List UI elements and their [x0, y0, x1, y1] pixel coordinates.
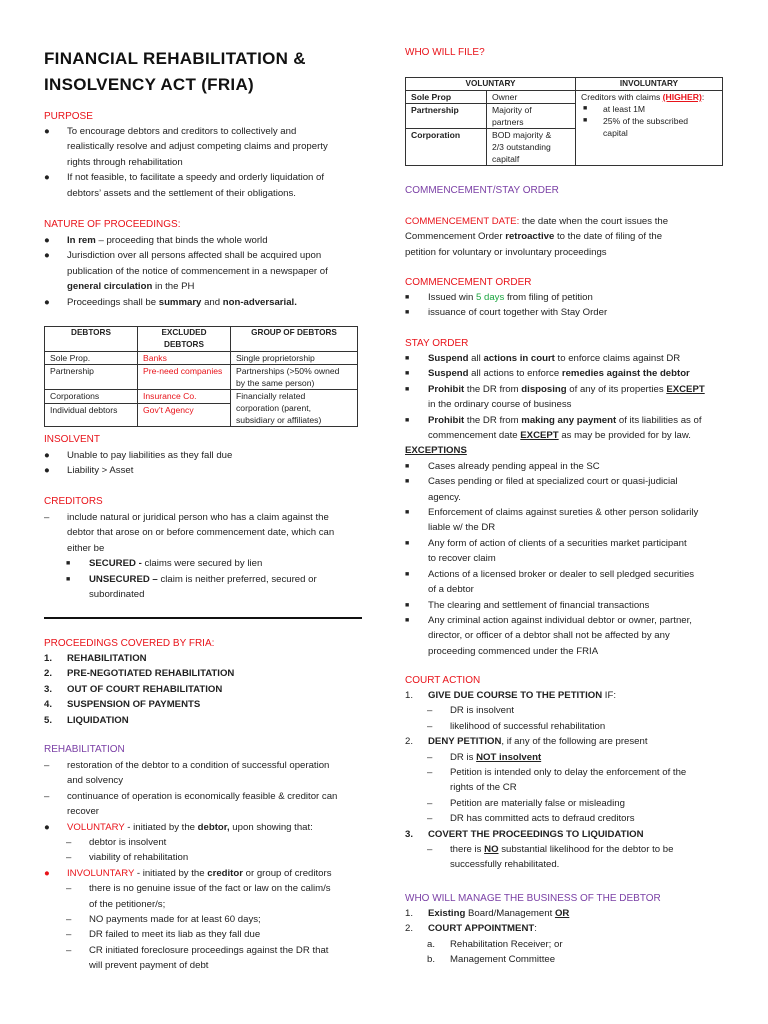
table-cell: Gov’t Agency: [138, 404, 231, 427]
column-header: GROUP OF DEBTORS: [231, 327, 358, 352]
list-item: [44, 170, 362, 201]
dash-icon: –: [66, 837, 72, 849]
list-item: [405, 305, 723, 320]
commencement-date-label: COMMENCEMENT DATE:: [405, 216, 520, 227]
line: Actions of a licensed broker or dealer to sell pledged securities: [428, 568, 695, 580]
list-item: [44, 666, 362, 681]
text: LIQUIDATION: [67, 714, 129, 726]
text: the date when the court issues the: [519, 216, 669, 227]
text: Issued win: [428, 292, 476, 303]
text: substantial likelihood for the debtor to be: [498, 844, 674, 856]
column-header: VOLUNTARY: [406, 78, 576, 91]
bullet-icon: ●: [44, 172, 50, 184]
text: - initiated by the: [124, 821, 198, 833]
line: recover: [67, 806, 99, 818]
table-cell: [576, 91, 723, 166]
list-item: [44, 682, 362, 697]
text: - initiated by the: [134, 867, 208, 879]
list-item: [44, 556, 362, 571]
bold-text: OR: [554, 908, 570, 919]
text: Petition are materially false or misleading: [450, 797, 625, 809]
line: Any criminal action against individual debtor or owner, partner,: [428, 614, 692, 626]
text: Liability > Asset: [67, 465, 134, 477]
bold-text: debtor,: [197, 821, 230, 833]
square-bullet-icon: ■: [405, 355, 410, 362]
bullet-icon: ●: [44, 250, 50, 262]
higher-label: (HIGHER): [662, 92, 702, 102]
bold-text: creditor: [207, 867, 243, 879]
dash-icon: –: [427, 720, 433, 732]
who-file-heading: WHO WILL FILE?: [405, 47, 485, 58]
list-item: [44, 713, 362, 728]
square-bullet-icon: ■: [405, 294, 410, 301]
line: successfully rehabilitated.: [450, 859, 560, 871]
text: viability of rehabilitation: [89, 852, 189, 864]
insolvent-list: [44, 448, 362, 479]
debtors-table: [44, 326, 358, 427]
text: Creditors with claims: [581, 92, 663, 102]
section-divider: [44, 617, 362, 619]
involuntary-label: INVOLUNTARY: [67, 867, 135, 879]
table-cell: Insurance Co.: [138, 390, 231, 404]
list-item: [405, 290, 723, 305]
line: restoration of the debtor to a condition of successful operation: [67, 760, 330, 771]
list-item: [44, 124, 362, 170]
bold-text: Suspend: [428, 353, 469, 364]
line: 25% of the subscribed: [603, 116, 689, 126]
except-text: EXCEPT: [666, 383, 705, 395]
text: SUSPENSION OF PAYMENTS: [67, 699, 201, 711]
number: 1.: [405, 690, 414, 701]
bold-text: NOT insolvent: [476, 751, 542, 763]
commencement-order-list: [405, 290, 723, 321]
dash-icon: –: [44, 760, 50, 771]
text: DR is: [450, 751, 477, 763]
table-cell: Sole Prop: [406, 91, 487, 104]
dash-icon: –: [44, 512, 50, 523]
list-item: [44, 927, 362, 942]
square-bullet-icon: ■: [405, 385, 410, 393]
commencement-date: [405, 214, 723, 260]
number: 1.: [405, 908, 414, 919]
list-item: [405, 921, 723, 936]
bold-text: UNSECURED –: [89, 573, 158, 585]
dash-icon: –: [66, 929, 72, 941]
square-bullet-icon: ■: [405, 616, 410, 624]
text: claims were secured by lien: [141, 558, 263, 570]
line: Majority of: [492, 105, 532, 115]
list-item: [44, 943, 362, 974]
list-item: [405, 382, 723, 413]
list-item: [44, 850, 362, 865]
line: Enforcement of claims against sureties & other person solidarily: [428, 507, 699, 519]
nature-heading: NATURE OF PROCEEDINGS:: [44, 219, 181, 230]
line: agency.: [428, 491, 461, 503]
commencement-heading: COMMENCEMENT/STAY ORDER: [405, 185, 559, 196]
five-days-text: 5 days: [476, 292, 505, 303]
table-cell: Single proprietorship: [231, 352, 358, 365]
list-item: [44, 572, 362, 603]
line: corporation (parent,: [236, 403, 311, 413]
rehabilitation-heading: REHABILITATION: [44, 744, 125, 755]
bullet-icon: ●: [44, 126, 50, 137]
bold-text: NO: [484, 844, 499, 856]
number: 2.: [44, 668, 53, 680]
text: as may be provided for by law.: [558, 430, 691, 442]
square-bullet-icon: ■: [405, 462, 410, 470]
list-item: [405, 811, 723, 826]
purpose-list: [44, 124, 362, 201]
who-file-table: [405, 77, 723, 166]
square-bullet-icon: ■: [583, 105, 588, 112]
list-item: [44, 697, 362, 712]
list-item: [44, 789, 362, 820]
line: of a debtor: [428, 584, 474, 596]
dash-icon: –: [66, 914, 72, 926]
text: PRE-NEGOTIATED REHABILITATION: [67, 668, 235, 680]
bullet-icon: ●: [44, 821, 50, 833]
text: DR is insolvent: [450, 705, 514, 717]
text: upon showing that:: [229, 821, 313, 833]
line: debtor that arose on or before commencement date, which can: [67, 527, 335, 539]
bold-text: making any payment: [521, 414, 617, 426]
table-row: [45, 365, 358, 390]
table-cell: [231, 365, 358, 390]
text: , if any of the following are present: [501, 736, 648, 748]
line: continuance of operation is economically feasible & creditor can: [67, 790, 338, 802]
column-header: EXCLUDED DEBTORS: [138, 327, 231, 352]
list-item: [405, 703, 723, 718]
table-cell: Corporations: [45, 390, 138, 404]
letter: a.: [427, 938, 436, 950]
square-bullet-icon: ■: [405, 370, 410, 378]
line: BOD majority &: [492, 130, 552, 140]
list-item: [44, 835, 362, 850]
square-bullet-icon: ■: [405, 478, 410, 486]
text: REHABILITATION: [67, 653, 147, 664]
list-item: [405, 952, 723, 967]
text: OUT OF COURT REHABILITATION: [67, 683, 223, 695]
title-line-1: FINANCIAL REHABILITATION &: [44, 49, 306, 68]
list-item: [44, 651, 362, 666]
text: all: [468, 353, 484, 364]
table-cell: Partnership: [45, 365, 138, 390]
table-header-row: [406, 78, 723, 91]
line: subsidiary or affiliates): [236, 415, 322, 425]
list-item: [44, 881, 362, 912]
list-item: [405, 474, 723, 505]
nature-list: [44, 233, 362, 310]
list-item: [405, 842, 723, 873]
stay-order-list: [405, 351, 723, 659]
dash-icon: –: [44, 790, 50, 802]
list-item: [405, 567, 723, 598]
dash-icon: –: [427, 751, 433, 763]
line: Financially related: [236, 391, 306, 401]
line: petition for voluntary or involuntary proceedings: [405, 246, 607, 258]
bold-text: non-adversarial.: [222, 296, 297, 308]
table-cell: Partnership: [406, 104, 487, 129]
number: 3.: [405, 828, 414, 840]
court-action-list: [405, 688, 723, 873]
bold-text: GIVE DUE COURSE TO THE PETITION: [428, 690, 603, 701]
line: Cases pending or filed at specialized court or quasi-judicial: [428, 476, 678, 488]
voluntary-label: VOLUNTARY: [67, 821, 125, 833]
bullet-icon: ●: [44, 465, 50, 477]
creditors-list: [44, 510, 362, 602]
list-item: [405, 505, 723, 536]
square-bullet-icon: ■: [405, 509, 410, 517]
number: 1.: [44, 653, 53, 664]
text: Commencement Order: [405, 231, 506, 243]
bold-text: actions in court: [483, 353, 555, 364]
line: rights through rehabilitation: [67, 156, 183, 168]
list-item: [405, 351, 723, 366]
line: in the ordinary course of business: [428, 399, 572, 411]
list-item: [44, 248, 362, 294]
line: Petition is intended only to delay the enforcement of the: [450, 767, 687, 779]
text: in the PH: [152, 281, 195, 293]
text: Rehabilitation Receiver; or: [450, 938, 563, 950]
bullet-icon: ●: [44, 235, 50, 246]
line: 2/3 outstanding: [492, 142, 551, 152]
dash-icon: –: [427, 705, 433, 717]
table-cell: Banks: [138, 352, 231, 365]
list-item: [405, 796, 723, 811]
column-header: DEBTORS: [45, 327, 138, 352]
text: of any of its properties: [566, 383, 667, 395]
court-action-heading: COURT ACTION: [405, 675, 481, 686]
list-item: [405, 413, 723, 444]
text: :: [701, 92, 705, 102]
list-item: [405, 598, 723, 613]
text: :: [534, 923, 537, 935]
bold-text: general circulation: [67, 281, 153, 293]
bold-text: COURT APPOINTMENT: [428, 923, 535, 935]
list-item: [405, 688, 723, 703]
bold-text: DENY PETITION: [428, 736, 502, 748]
line: realistically resolve and adjust competing claims and property: [67, 141, 328, 153]
table-cell: Sole Prop.: [45, 352, 138, 365]
line: Any form of action of clients of a securities market participant: [428, 537, 687, 549]
list-item: [44, 233, 362, 248]
line: Partnerships (>50% owned: [236, 366, 340, 376]
creditors-heading: CREDITORS: [44, 496, 103, 507]
table-header-row: [45, 327, 358, 352]
list-item: [44, 912, 362, 927]
line: If not feasible, to facilitate a speedy and orderly liquidation of: [67, 172, 325, 184]
line: there is no genuine issue of the fact or law on the calim/s: [89, 883, 331, 895]
line: partners: [492, 117, 524, 127]
text: from filing of petition: [504, 292, 593, 303]
list-item: [44, 758, 362, 789]
text: commencement date: [428, 430, 521, 442]
text: the DR from: [464, 383, 522, 395]
text: or group of creditors: [242, 867, 332, 879]
text: COVERT THE PROCEEDINGS TO LIQUIDATION: [428, 828, 644, 840]
text: DR failed to meet its liab as they fall due: [89, 929, 261, 941]
list-item: [405, 906, 723, 921]
text: DR has committed acts to defraud creditors: [450, 813, 635, 825]
in-rem-label: In rem: [67, 235, 96, 246]
line: by the same person): [236, 378, 315, 388]
line: To encourage debtors and creditors to collectively and: [67, 126, 297, 137]
covered-list: [44, 651, 362, 728]
dash-icon: –: [66, 944, 72, 956]
line: liable w/ the DR: [428, 522, 496, 534]
insolvent-heading: INSOLVENT: [44, 434, 100, 445]
table-cell: Owner: [487, 91, 576, 104]
exceptions-heading: EXCEPTIONS: [405, 445, 467, 457]
list-item: [405, 366, 723, 381]
table-row: [45, 390, 358, 404]
text: issuance of court together with Stay Order: [428, 307, 608, 319]
letter: b.: [427, 954, 436, 966]
document-title: [44, 46, 306, 98]
bold-text: SECURED -: [89, 558, 142, 570]
line: Jurisdiction over all persons affected shall be acquired upon: [67, 250, 322, 262]
list-item: [405, 750, 723, 765]
list-item: [44, 820, 362, 835]
list-item: [44, 510, 362, 556]
list-item: [405, 536, 723, 567]
list-item: [405, 613, 723, 659]
text: Unable to pay liabilities as they fall due: [67, 450, 233, 461]
column-header: INVOLUNTARY: [576, 78, 723, 91]
text: IF:: [602, 690, 616, 701]
text: the DR from: [464, 414, 522, 426]
square-bullet-icon: ■: [405, 416, 410, 424]
stay-order-heading: STAY ORDER: [405, 338, 469, 349]
dash-icon: –: [66, 852, 72, 864]
line: of the petitioner/s;: [89, 898, 166, 910]
dash-icon: –: [66, 883, 72, 895]
table-cell: [487, 104, 576, 129]
number: 5.: [44, 714, 53, 726]
line: subordinated: [89, 589, 145, 601]
line: rights of the CR: [450, 782, 517, 794]
table-row: [45, 352, 358, 365]
text: Board/Management: [465, 908, 555, 919]
text: all actions to enforce: [468, 368, 562, 380]
list-item: [44, 866, 362, 881]
bold-text: Existing: [428, 908, 466, 919]
table-cell: Individual debtors: [45, 404, 138, 427]
line: include natural or juridical person who has a claim against the: [67, 512, 329, 523]
line: capital: [603, 128, 628, 138]
bold-text: summary: [158, 296, 202, 308]
line: to recover claim: [428, 553, 496, 565]
table-cell: Pre-need companies: [138, 365, 231, 390]
text: likelihood of successful rehabilitation: [450, 720, 606, 732]
text: there is: [450, 844, 485, 856]
line: proceeding commenced under the FRIA: [428, 645, 599, 657]
line: either be: [67, 542, 105, 554]
number: 4.: [44, 699, 53, 711]
bullet-icon: ●: [44, 296, 50, 308]
text: claim is neither preferred, secured or: [157, 573, 317, 585]
square-bullet-icon: ■: [405, 570, 410, 578]
table-row: [406, 91, 723, 104]
text: at least 1M: [603, 104, 646, 114]
number: 2.: [405, 736, 414, 748]
manage-list: [405, 906, 723, 968]
title-line-2: INSOLVENCY ACT (FRIA): [44, 75, 254, 94]
table-cell: [231, 390, 358, 427]
bold-text: disposing: [521, 383, 567, 395]
list-item: [405, 937, 723, 952]
text: NO payments made for at least 60 days;: [89, 914, 261, 926]
square-bullet-icon: ■: [405, 539, 410, 547]
list-item: [44, 463, 362, 478]
square-bullet-icon: ■: [66, 560, 71, 568]
line: director, or officer of a debtor shall not be affected by any: [428, 630, 670, 642]
text: debtor is insolvent: [89, 837, 167, 849]
list-item: [405, 734, 723, 749]
square-bullet-icon: ■: [583, 117, 588, 124]
text: and: [201, 296, 223, 308]
rehabilitation-list: [44, 758, 362, 974]
except-text: EXCEPT: [520, 430, 559, 442]
line: debtors’ assets and the settlement of their obligations.: [67, 187, 296, 199]
square-bullet-icon: ■: [66, 575, 71, 583]
bullet-icon: ●: [44, 450, 50, 461]
square-bullet-icon: ■: [405, 309, 410, 317]
square-bullet-icon: ■: [405, 601, 410, 609]
list-item: [405, 719, 723, 734]
text: – proceeding that binds the whole world: [95, 235, 268, 246]
line: CR initiated foreclosure proceedings against the DR that: [89, 944, 329, 956]
text: of its liabilities as of: [616, 414, 702, 426]
bold-text: remedies against the debtor: [561, 368, 690, 380]
line: capitalf: [492, 154, 520, 164]
text: Cases already pending appeal in the SC: [428, 460, 600, 472]
table-cell: Corporation: [406, 129, 487, 166]
list-item: [44, 295, 362, 310]
covered-heading: PROCEEDINGS COVERED BY FRIA:: [44, 638, 215, 649]
dash-icon: –: [427, 844, 433, 856]
table-cell: [487, 129, 576, 166]
commencement-order-heading: COMMENCEMENT ORDER: [405, 277, 532, 288]
dash-icon: –: [427, 813, 433, 825]
text: Proceedings shall be: [67, 296, 159, 308]
dash-icon: –: [427, 797, 433, 809]
bold-text: Prohibit: [428, 383, 465, 395]
purpose-heading: PURPOSE: [44, 111, 93, 122]
bold-text: Suspend: [428, 368, 469, 380]
text: Management Committee: [450, 954, 556, 966]
line: publication of the notice of commencement in a newspaper of: [67, 265, 328, 277]
list-item: [405, 827, 723, 842]
dash-icon: –: [427, 767, 433, 779]
number: 3.: [44, 683, 53, 695]
bullet-icon: ●: [44, 867, 50, 879]
line: and solvency: [67, 775, 123, 787]
list-item: [405, 765, 723, 796]
line: will prevent payment of debt: [89, 960, 209, 972]
text: to the date of filing of the: [554, 231, 663, 243]
bold-text: Prohibit: [428, 414, 465, 426]
manage-heading: WHO WILL MANAGE THE BUSINESS OF THE DEBTOR: [405, 893, 661, 904]
number: 2.: [405, 923, 414, 935]
text: to enforce claims against DR: [554, 353, 681, 364]
text: The clearing and settlement of financial transactions: [428, 599, 650, 611]
list-item: [405, 459, 723, 474]
bold-text: retroactive: [505, 231, 555, 243]
list-item: [44, 448, 362, 463]
